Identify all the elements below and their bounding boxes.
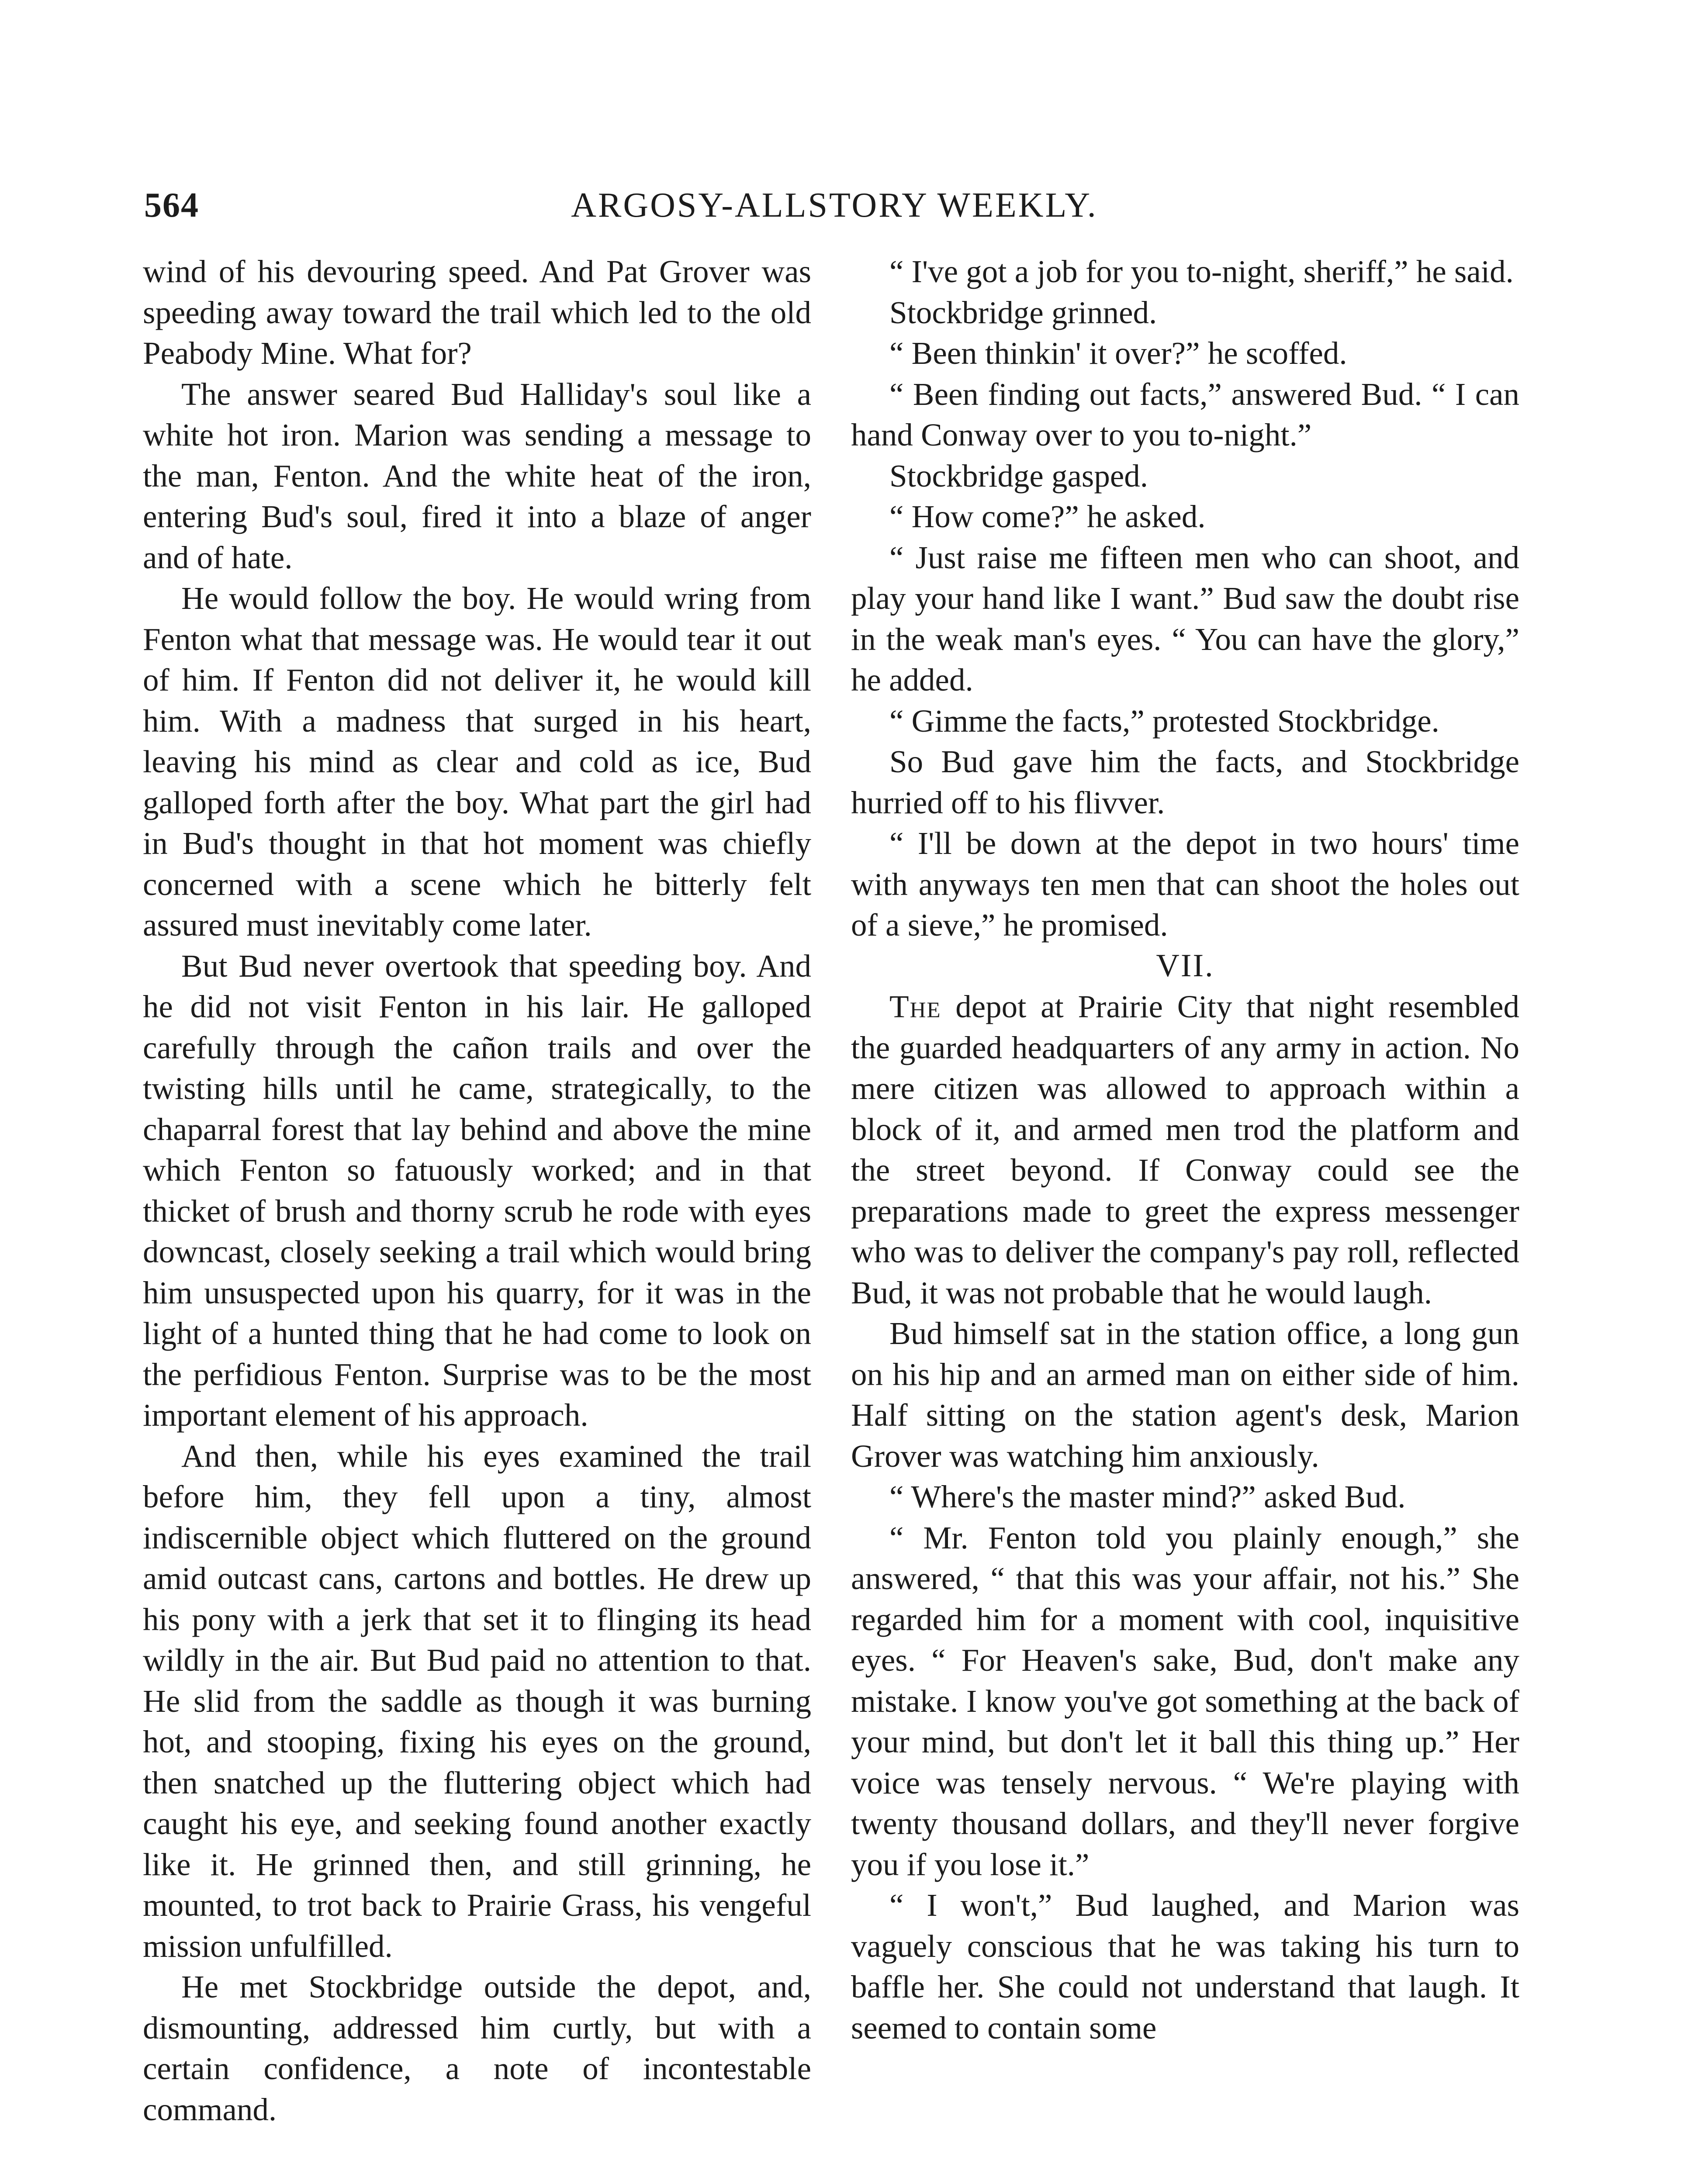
paragraph: “ Been thinkin' it over?” he scoffed.: [889, 335, 1347, 371]
paragraph: “ Where's the master mind?” asked Bud.: [889, 1479, 1406, 1514]
page-number: 564: [144, 186, 199, 225]
paragraph: “ How come?” he asked.: [889, 499, 1206, 534]
opening-text: depot at Prairie City that night resembled the guarded headquarters of any army in action. No mere citizen was allowed to approach within a block of it, and armed men trod the platform and the street beyond. If Conway could see the preparations made to greet the express messenger who was to deliver the company's pay roll, reflected Bud, it was not probable that he would laugh.: [851, 989, 1519, 1310]
page-header: [144, 179, 1525, 232]
paragraph: And then, while his eyes examined the trail before him, they fell upon a tiny, almost indiscernible object which fluttered on the ground amid outcast cans, cartons and bottles. He drew up his pony with a jerk that set it to flinging its head wildly in the air. But Bud paid no attention to that. He slid from the saddle as though it was burning hot, and stooping, fixing his eyes on the ground, then snatched up the fluttering object which had caught his eye, and seeking found another exactly like it. He grinned then, and still grinning, he mounted, to trot back to Prairie Grass, his vengeful mission unfulfilled.: [143, 1438, 811, 1964]
paragraph: Stockbridge grinned.: [889, 294, 1157, 330]
paragraph: Bud himself sat in the station office, a long gun on his hip and an armed man on either side of him. Half sitting on the station agent's desk, Marion Grover was watching him anxiously.: [851, 1316, 1519, 1474]
paragraph: He met Stockbridge outside the depot, and, dismounting, addressed him curtly, but with a certain confidence, a note of incontestable command.: [143, 1969, 811, 2127]
paragraph: “ Gimme the facts,” protested Stockbridge.: [889, 703, 1439, 739]
paragraph: He would follow the boy. He would wring from Fenton what that message was. He would tear it out of him. If Fenton did not deliver it, he would kill him. With a madness that surged in his heart, leaving his mind as clear and cold as ice, Bud galloped forth after the boy. What part the girl had in Bud's thought in that hot moment was chiefly concerned with a scene which he bitterly felt assured must inevitably come later.: [143, 581, 811, 943]
left-column: [143, 251, 811, 2130]
paragraph: wind of his devouring speed. And Pat Grover was speeding away toward the trail which led to the old Peabody Mine. What for?: [143, 254, 811, 371]
paragraph: Stockbridge gasped.: [889, 458, 1148, 494]
paragraph: “ I won't,” Bud laughed, and Marion was vaguely conscious that he was taking his turn to baffle her. She could not understand that laugh. It seemed to contain some: [851, 1887, 1519, 2046]
paragraph: “ I'll be down at the depot in two hours' time with anyways ten men that can shoot the holes out of a sieve,” he promised.: [851, 826, 1519, 943]
chapter-opening-paragraph: [851, 986, 1519, 1313]
paragraph: “ Mr. Fenton told you plainly enough,” she answered, “ that this was your affair, not his.” She regarded him for a moment with cool, inquisitive eyes. “ For Heaven's sake, Bud, don't make any mistake. I know you've got something at the back of your mind, but don't let it ball this thing up.” Her voice was tensely nervous. “ We're playing with twenty thousand dollars, and they'll never forgive you if you lose it.”: [851, 1520, 1519, 1882]
opening-word: The: [889, 989, 941, 1024]
running-head: ARGOSY-ALLSTORY WEEKLY.: [571, 186, 1098, 225]
right-column: [851, 251, 1519, 2048]
chapter-heading: VII.: [1156, 947, 1214, 984]
paragraph: But Bud never overtook that speeding boy. And he did not visit Fenton in his lair. He galloped carefully through the cañon trails and over the twisting hills until he came, strategically, to the chaparral forest that lay behind and above the mine which Fenton so fatuously worked; and in that thicket of brush and thorny scrub he rode with eyes downcast, closely seeking a trail which would bring him unsuspected upon his quarry, for it was in the light of a hunted thing that he had come to look on the perfidious Fenton. Surprise was to be the most important element of his approach.: [143, 948, 811, 1433]
paragraph: “ I've got a job for you to-night, sheriff,” he said.: [889, 254, 1514, 289]
paragraph: “ Been finding out facts,” answered Bud. “ I can hand Conway over to you to-night.”: [851, 376, 1519, 453]
paragraph: The answer seared Bud Halliday's soul like a white hot iron. Marion was sending a message to the man, Fenton. And the white heat of the iron, entering Bud's soul, fired it into a blaze of anger and of hate.: [143, 376, 811, 575]
paragraph: “ Just raise me fifteen men who can shoot, and play your hand like I want.” Bud saw the doubt rise in the weak man's eyes. “ You can have the glory,” he added.: [851, 539, 1519, 698]
paragraph: So Bud gave him the facts, and Stockbridge hurried off to his flivver.: [851, 744, 1519, 820]
